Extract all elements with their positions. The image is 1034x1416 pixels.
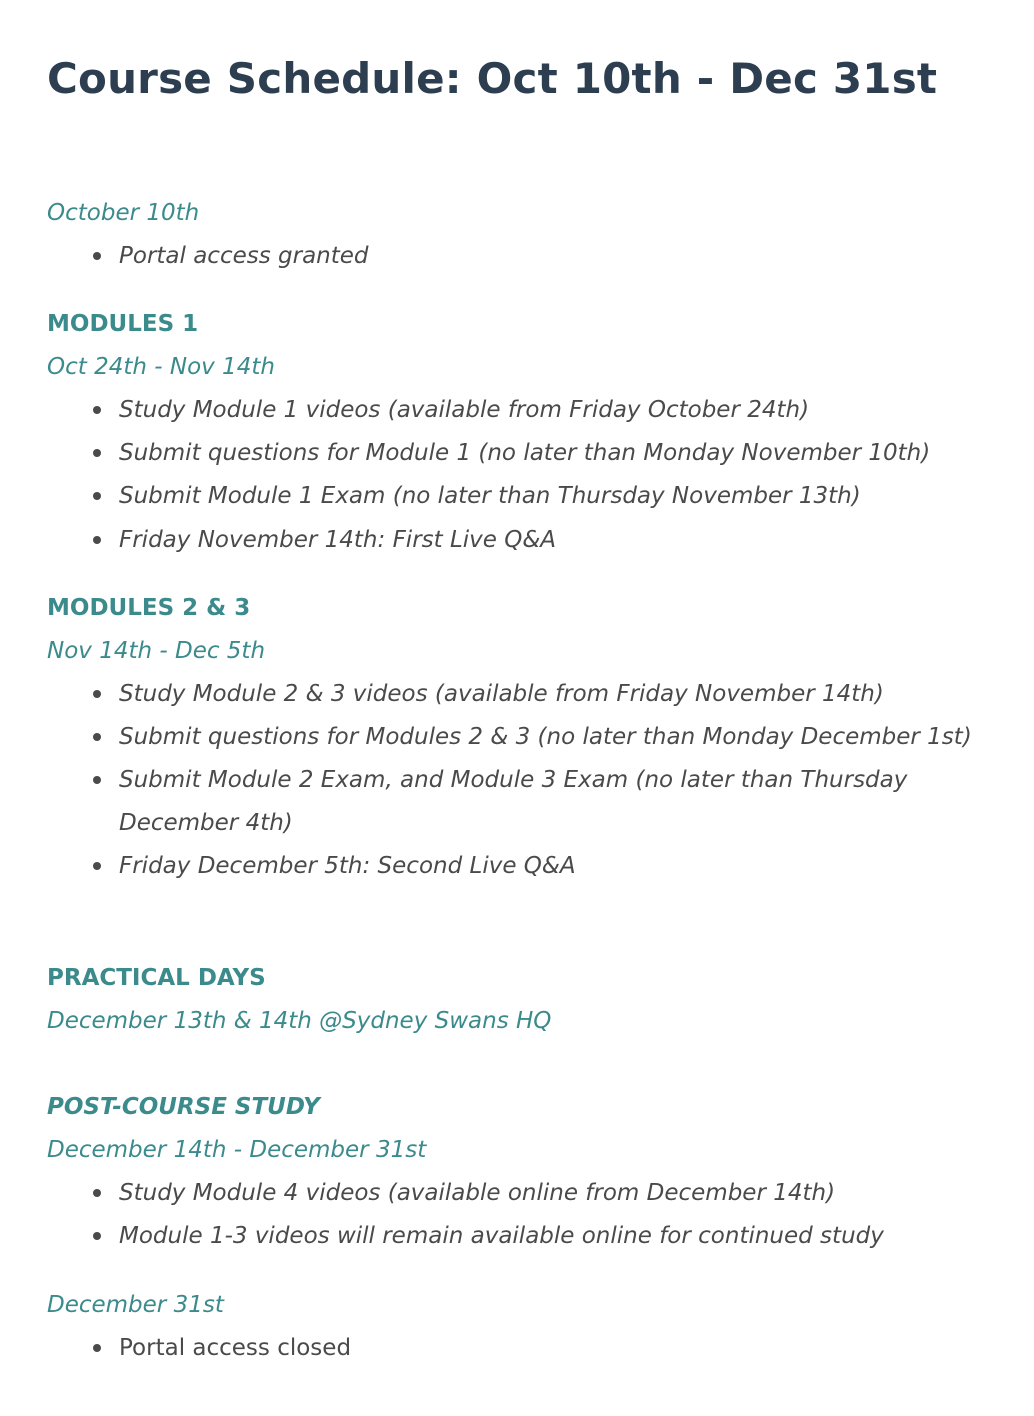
list-item: Friday December 5th: Second Live Q&A	[119, 853, 576, 879]
list-item: Submit Module 2 Exam, and Module 3 Exam (no later than Thursday	[119, 767, 908, 793]
section-heading-modules-1: MODULES 1	[47, 311, 199, 337]
bullet-icon	[93, 733, 101, 741]
list-item: Submit questions for Module 1 (no later than Monday November 10th)	[119, 440, 931, 466]
list-item: Submit questions for Modules 2 & 3 (no later than Monday December 1st)	[119, 724, 972, 750]
section-date-practical-days: December 13th & 14th @Sydney Swans HQ	[47, 1008, 552, 1034]
list-item-continuation: December 4th)	[119, 810, 293, 836]
section-date-post-course: December 14th - December 31st	[47, 1137, 427, 1163]
list-item: Study Module 1 videos (available from Friday October 24th)	[119, 397, 810, 423]
section-heading-practical-days: PRACTICAL DAYS	[47, 965, 266, 991]
section-heading-modules-2-3: MODULES 2 & 3	[47, 595, 251, 621]
bullet-icon	[93, 1232, 101, 1240]
section-heading-post-course: POST-COURSE STUDY	[47, 1094, 320, 1120]
bullet-icon	[93, 1344, 101, 1352]
list-item: Portal access closed	[119, 1335, 352, 1361]
list-item: Study Module 4 videos (available online from December 14th)	[119, 1180, 836, 1206]
bullet-icon	[93, 252, 101, 260]
bullet-icon	[93, 406, 101, 414]
list-item: Submit Module 1 Exam (no later than Thursday November 13th)	[119, 483, 861, 509]
bullet-icon	[93, 690, 101, 698]
section-date-modules-2-3: Nov 14th - Dec 5th	[47, 638, 266, 664]
section-date-modules-1: Oct 24th - Nov 14th	[47, 354, 275, 380]
list-item: Module 1-3 videos will remain available online for continued study	[119, 1223, 884, 1249]
list-item: Study Module 2 & 3 videos (available from Friday November 14th)	[119, 681, 884, 707]
bullet-icon	[93, 536, 101, 544]
section-date-end: December 31st	[47, 1292, 224, 1318]
bullet-icon	[93, 1189, 101, 1197]
page-title: Course Schedule: Oct 10th - Dec 31st	[47, 54, 938, 103]
bullet-icon	[93, 449, 101, 457]
list-item: Portal access granted	[119, 243, 369, 269]
list-item: Friday November 14th: First Live Q&A	[119, 527, 557, 553]
bullet-icon	[93, 776, 101, 784]
section-date-start: October 10th	[47, 200, 200, 226]
bullet-icon	[93, 492, 101, 500]
bullet-icon	[93, 862, 101, 870]
